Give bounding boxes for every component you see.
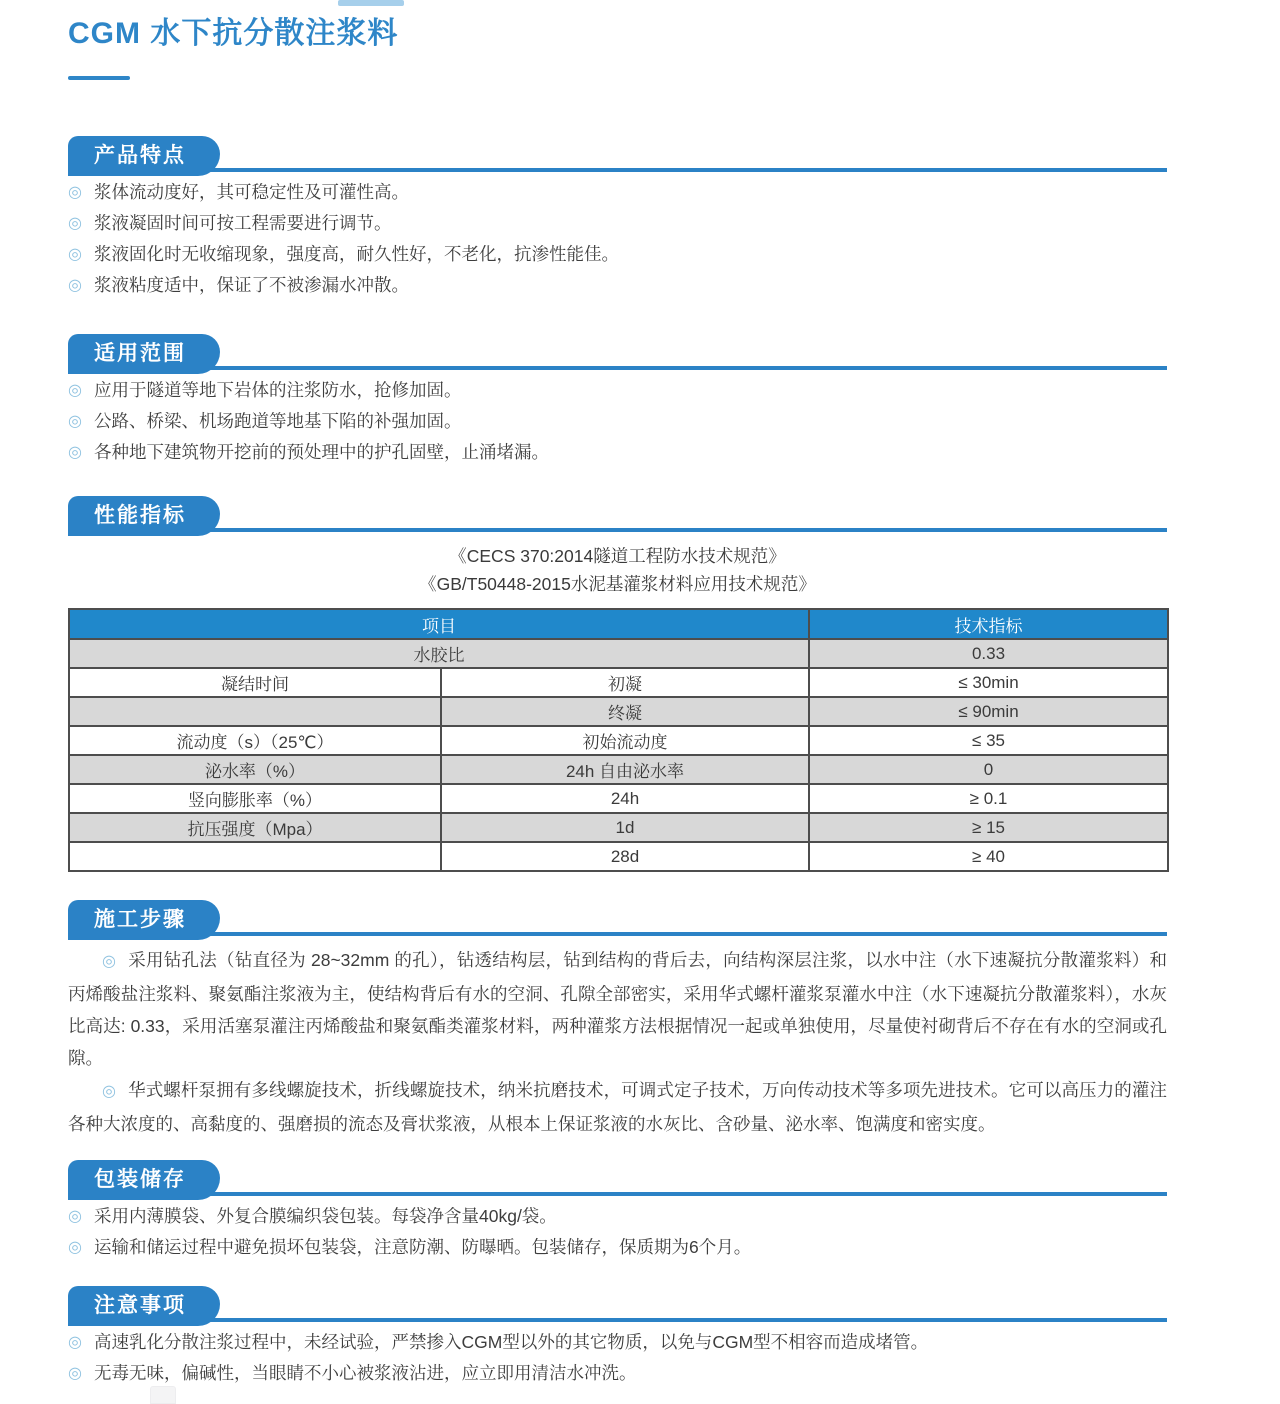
bullseye-bullet-icon: ◎ bbox=[68, 1334, 82, 1351]
list-item bbox=[68, 437, 1167, 468]
standards-reference bbox=[68, 542, 1167, 598]
list-item-text: 运输和储运过程中避免损坏包装袋，注意防潮、防曝晒。包装储存，保质期为6个月。 bbox=[94, 1237, 752, 1257]
table-cell: ≥ 15 bbox=[809, 813, 1168, 842]
table-cell: 终凝 bbox=[441, 697, 809, 726]
bullseye-bullet-icon: ◎ bbox=[68, 382, 82, 399]
table-cell: 0.33 bbox=[809, 639, 1168, 668]
table-cell: 初凝 bbox=[441, 668, 809, 697]
paragraph bbox=[68, 1074, 1167, 1140]
table-header-item: 项目 bbox=[69, 609, 809, 639]
table-cell: ≤ 90min bbox=[809, 697, 1168, 726]
table-row bbox=[69, 668, 1168, 697]
list-item-text: 浆液凝固时间可按工程需要进行调节。 bbox=[94, 213, 392, 233]
table-cell bbox=[69, 697, 441, 726]
paragraph bbox=[68, 944, 1167, 1074]
list-item-text: 公路、桥梁、机场跑道等地基下陷的补强加固。 bbox=[94, 411, 462, 431]
table-cell: 0 bbox=[809, 755, 1168, 784]
scope-list bbox=[68, 375, 1167, 468]
table-cell: ≤ 35 bbox=[809, 726, 1168, 755]
bullseye-bullet-icon: ◎ bbox=[68, 1365, 82, 1382]
performance-table bbox=[68, 608, 1169, 872]
section-badge-packaging: 包装储存 bbox=[68, 1160, 220, 1200]
section-badge-notes: 注意事项 bbox=[68, 1286, 220, 1326]
list-item-text: 无毒无味，偏碱性，当眼睛不小心被浆液沾进，应立即用清洁水冲洗。 bbox=[94, 1363, 637, 1383]
table-cell: 凝结时间 bbox=[69, 668, 441, 697]
table-cell bbox=[69, 842, 441, 871]
bullseye-bullet-icon: ◎ bbox=[68, 413, 82, 430]
list-item bbox=[68, 177, 1167, 208]
list-item bbox=[68, 375, 1167, 406]
list-item-text: 浆液固化时无收缩现象，强度高，耐久性好，不老化，抗渗性能佳。 bbox=[94, 244, 619, 264]
list-item bbox=[68, 208, 1167, 239]
table-header-index: 技术指标 bbox=[809, 609, 1168, 639]
packaging-list bbox=[68, 1201, 1167, 1263]
table-cell: 水胶比 bbox=[69, 639, 809, 668]
notes-list bbox=[68, 1327, 1167, 1389]
list-item-text: 高速乳化分散注浆过程中，未经试验，严禁掺入CGM型以外的其它物质，以免与CGM型不相容而造成堵管。 bbox=[94, 1332, 929, 1352]
table-cell: 24h 自由泌水率 bbox=[441, 755, 809, 784]
standard-line: 《CECS 370:2014隧道工程防水技术规范》 bbox=[449, 546, 786, 566]
table-row bbox=[69, 639, 1168, 668]
table-cell: 流动度（s）（25℃） bbox=[69, 726, 441, 755]
bullseye-bullet-icon: ◎ bbox=[68, 246, 82, 263]
list-item bbox=[68, 1232, 1167, 1263]
list-item-text: 采用内薄膜袋、外复合膜编织袋包装。每袋净含量40kg/袋。 bbox=[94, 1206, 557, 1226]
section-header-features bbox=[68, 136, 1167, 172]
list-item bbox=[68, 1358, 1167, 1389]
list-item-text: 浆液粘度适中，保证了不被渗漏水冲散。 bbox=[94, 275, 409, 295]
section-badge-features: 产品特点 bbox=[68, 136, 220, 176]
list-item bbox=[68, 406, 1167, 437]
table-cell: ≥ 40 bbox=[809, 842, 1168, 871]
bullseye-bullet-icon: ◎ bbox=[68, 444, 82, 461]
list-item-text: 浆体流动度好，其可稳定性及可灌性高。 bbox=[94, 182, 409, 202]
table-cell: 初始流动度 bbox=[441, 726, 809, 755]
title-underline bbox=[68, 76, 130, 80]
table-cell: 抗压强度（Mpa） bbox=[69, 813, 441, 842]
section-header-notes bbox=[68, 1286, 1167, 1322]
faint-image-fragment bbox=[150, 1386, 176, 1404]
table-cell: 1d bbox=[441, 813, 809, 842]
table-cell: 24h bbox=[441, 784, 809, 813]
bullseye-bullet-icon: ◎ bbox=[68, 1208, 82, 1225]
section-header-performance bbox=[68, 496, 1167, 532]
bullseye-bullet-icon: ◎ bbox=[68, 1239, 82, 1256]
section-header-steps bbox=[68, 900, 1167, 936]
list-item bbox=[68, 1201, 1167, 1232]
table-row bbox=[69, 697, 1168, 726]
section-badge-steps: 施工步骤 bbox=[68, 900, 220, 940]
table-cell: ≤ 30min bbox=[809, 668, 1168, 697]
bullseye-bullet-icon: ◎ bbox=[68, 277, 82, 294]
list-item-text: 应用于隧道等地下岩体的注浆防水，抢修加固。 bbox=[94, 380, 462, 400]
table-cell: 泌水率（%） bbox=[69, 755, 441, 784]
section-badge-performance: 性能指标 bbox=[68, 496, 220, 536]
paragraph-text: 华式螺杆泵拥有多线螺旋技术，折线螺旋技术，纳米抗磨技术，可调式定子技术，万向传动技术等多项先进技术。它可以高压力的灌注各种大浓度的、高黏度的、强磨损的流态及膏状浆液，从根本上保证浆液的水灰比、含砂量、泌水率、饱满度和密实度。 bbox=[68, 1080, 1167, 1134]
table-row bbox=[69, 842, 1168, 871]
table-row bbox=[69, 813, 1168, 842]
document-page bbox=[68, 0, 1167, 1389]
list-item bbox=[68, 1327, 1167, 1358]
page-title: CGM 水下抗分散注浆料 bbox=[68, 17, 399, 50]
section-badge-scope: 适用范围 bbox=[68, 334, 220, 374]
bullseye-bullet-icon: ◎ bbox=[68, 215, 82, 232]
list-item bbox=[68, 239, 1167, 270]
bullseye-bullet-icon: ◎ bbox=[102, 1083, 117, 1100]
cropped-text-fragment bbox=[338, 0, 404, 6]
table-cell: 28d bbox=[441, 842, 809, 871]
table-header-row bbox=[69, 609, 1168, 639]
table-cell: ≥ 0.1 bbox=[809, 784, 1168, 813]
list-item-text: 各种地下建筑物开挖前的预处理中的护孔固壁，止涌堵漏。 bbox=[94, 442, 549, 462]
steps-paragraphs bbox=[68, 944, 1167, 1140]
table-cell: 竖向膨胀率（%） bbox=[69, 784, 441, 813]
bullseye-bullet-icon: ◎ bbox=[102, 953, 117, 970]
paragraph-text: 采用钻孔法（钻直径为 28~32mm 的孔），钻透结构层，钻到结构的背后去，向结构深层注浆，以水中注（水下速凝抗分散灌浆料）和丙烯酸盐注浆料、聚氨酯注浆液为主，使结构背后有水的空洞、孔隙全部密实，采用华式螺杆灌浆泵灌水中注（水下速凝抗分散灌浆料），水灰比高达: 0.33，采用活塞泵灌注丙烯酸盐和聚氨酯类灌浆材料，两种灌浆方法根据情况一起或单独使用，尽量使衬砌背后不存在有水的空洞或孔隙。 bbox=[68, 950, 1167, 1068]
standard-line: 《GB/T50448-2015水泥基灌浆材料应用技术规范》 bbox=[419, 574, 816, 594]
list-item bbox=[68, 270, 1167, 301]
bullseye-bullet-icon: ◎ bbox=[68, 184, 82, 201]
section-header-scope bbox=[68, 334, 1167, 370]
section-header-packaging bbox=[68, 1160, 1167, 1196]
table-row bbox=[69, 784, 1168, 813]
features-list bbox=[68, 177, 1167, 301]
table-row bbox=[69, 755, 1168, 784]
table-row bbox=[69, 726, 1168, 755]
